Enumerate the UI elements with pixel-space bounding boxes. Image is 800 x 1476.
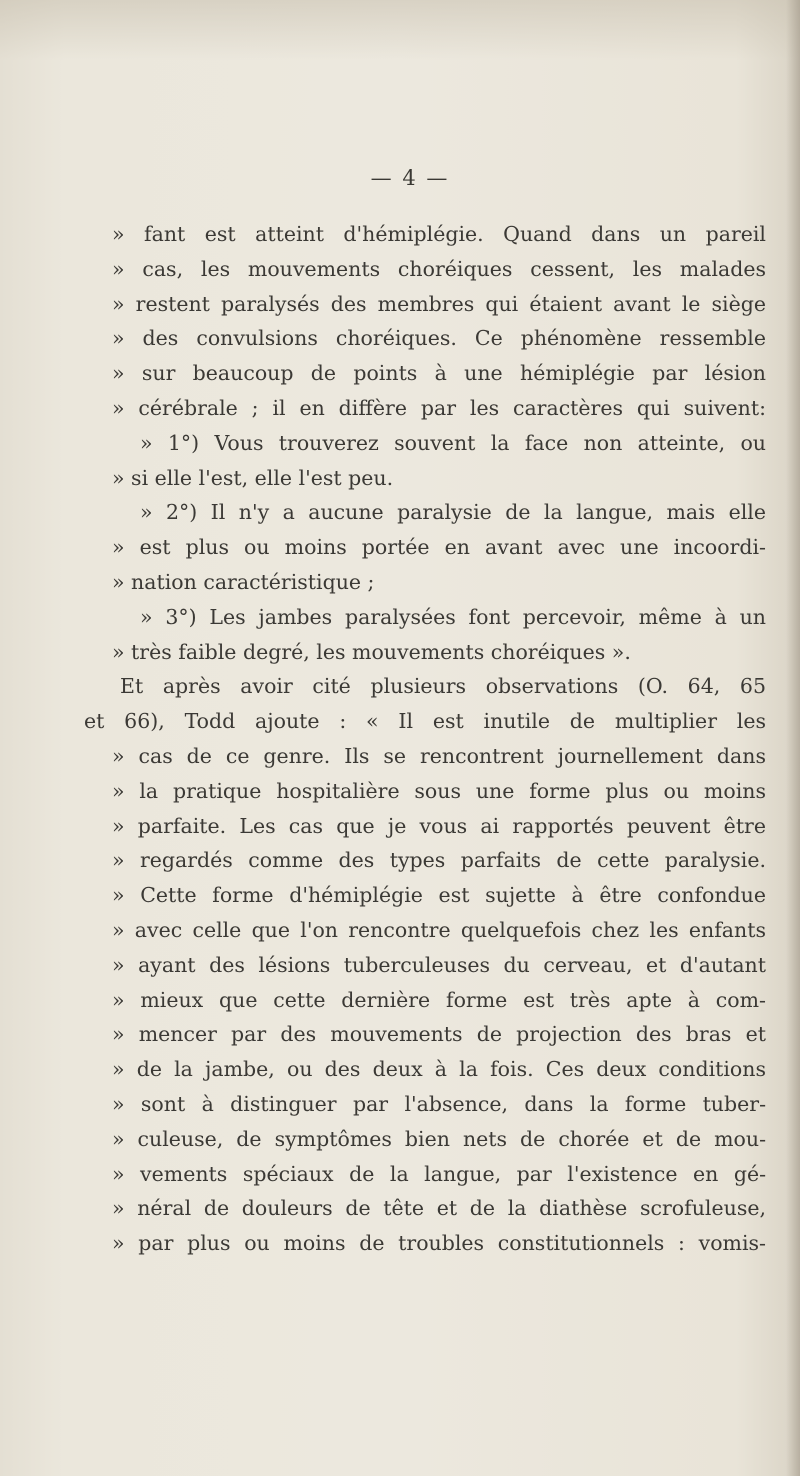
text-line: » très faible degré, les mouvements choréiques ». [112,639,631,664]
text-line: » la pratique hospitalière sous une forme plus ou moins [112,778,766,803]
text-line: » cas, les mouvements choréiques cessent, les malades [112,256,766,281]
text-line: » sur beaucoup de points à une hémiplégie par lésion [112,361,766,386]
text-line: » 1°) Vous trouverez souvent la face non atteinte, ou [140,430,766,455]
body-text [84,217,766,1261]
paper-stain [0,0,800,60]
text-line: » néral de douleurs de tête et de la diathèse scrofuleuse, [112,1196,766,1221]
text-line: » si elle l'est, elle l'est peu. [112,465,394,490]
text-line: » des convulsions choréiques. Ce phénomène ressemble [112,326,766,351]
text-line: » Cette forme d'hémiplégie est sujette à être confondue [112,883,766,908]
text-line: » fant est atteint d'hémiplégie. Quand dans un pareil [112,222,766,246]
text-line: et 66), Todd ajoute : « Il est inutile de multiplier les [84,709,766,734]
text-line: Et après avoir cité plusieurs observations (O. 64, 65 [120,674,766,699]
text-line: » sont à distinguer par l'absence, dans la forme tuber- [112,1091,766,1116]
text-line: » 3°) Les jambes paralysées font percevoir, même à un [140,604,766,629]
text-line: » cas de ce genre. Ils se rencontrent journellement dans [112,743,766,768]
text-line: » culeuse, de symptômes bien nets de chorée et de mou- [112,1126,766,1151]
text-line: » par plus ou moins de troubles constitutionnels : vomis- [112,1231,766,1256]
text-line: » de la jambe, ou des deux à la fois. Ces deux conditions [112,1057,766,1082]
paper-edge-shadow [786,0,800,1476]
page-number: — 4 — [370,166,450,190]
text-line: » avec celle que l'on rencontre quelquefois chez les enfants [112,917,766,942]
text-line: » est plus ou moins portée en avant avec une incoordi- [112,535,766,560]
text-line: » mieux que cette dernière forme est très apte à com- [112,987,766,1012]
text-line: » restent paralysés des membres qui étaient avant le siège [112,291,766,316]
text-line: » nation caractéristique ; [112,569,375,594]
text-line: » 2°) Il n'y a aucune paralysie de la langue, mais elle [140,500,766,525]
text-line: » cérébrale ; il en diffère par les caractères qui suivent: [112,395,766,420]
text-line: » regardés comme des types parfaits de cette paralysie. [112,848,766,873]
text-line: » vements spéciaux de la langue, par l'existence en gé- [112,1161,766,1186]
text-line: » ayant des lésions tuberculeuses du cerveau, et d'autant [112,952,766,977]
text-line: » mencer par des mouvements de projection des bras et [112,1022,766,1047]
text-line: » parfaite. Les cas que je vous ai rapportés peuvent être [112,813,766,838]
